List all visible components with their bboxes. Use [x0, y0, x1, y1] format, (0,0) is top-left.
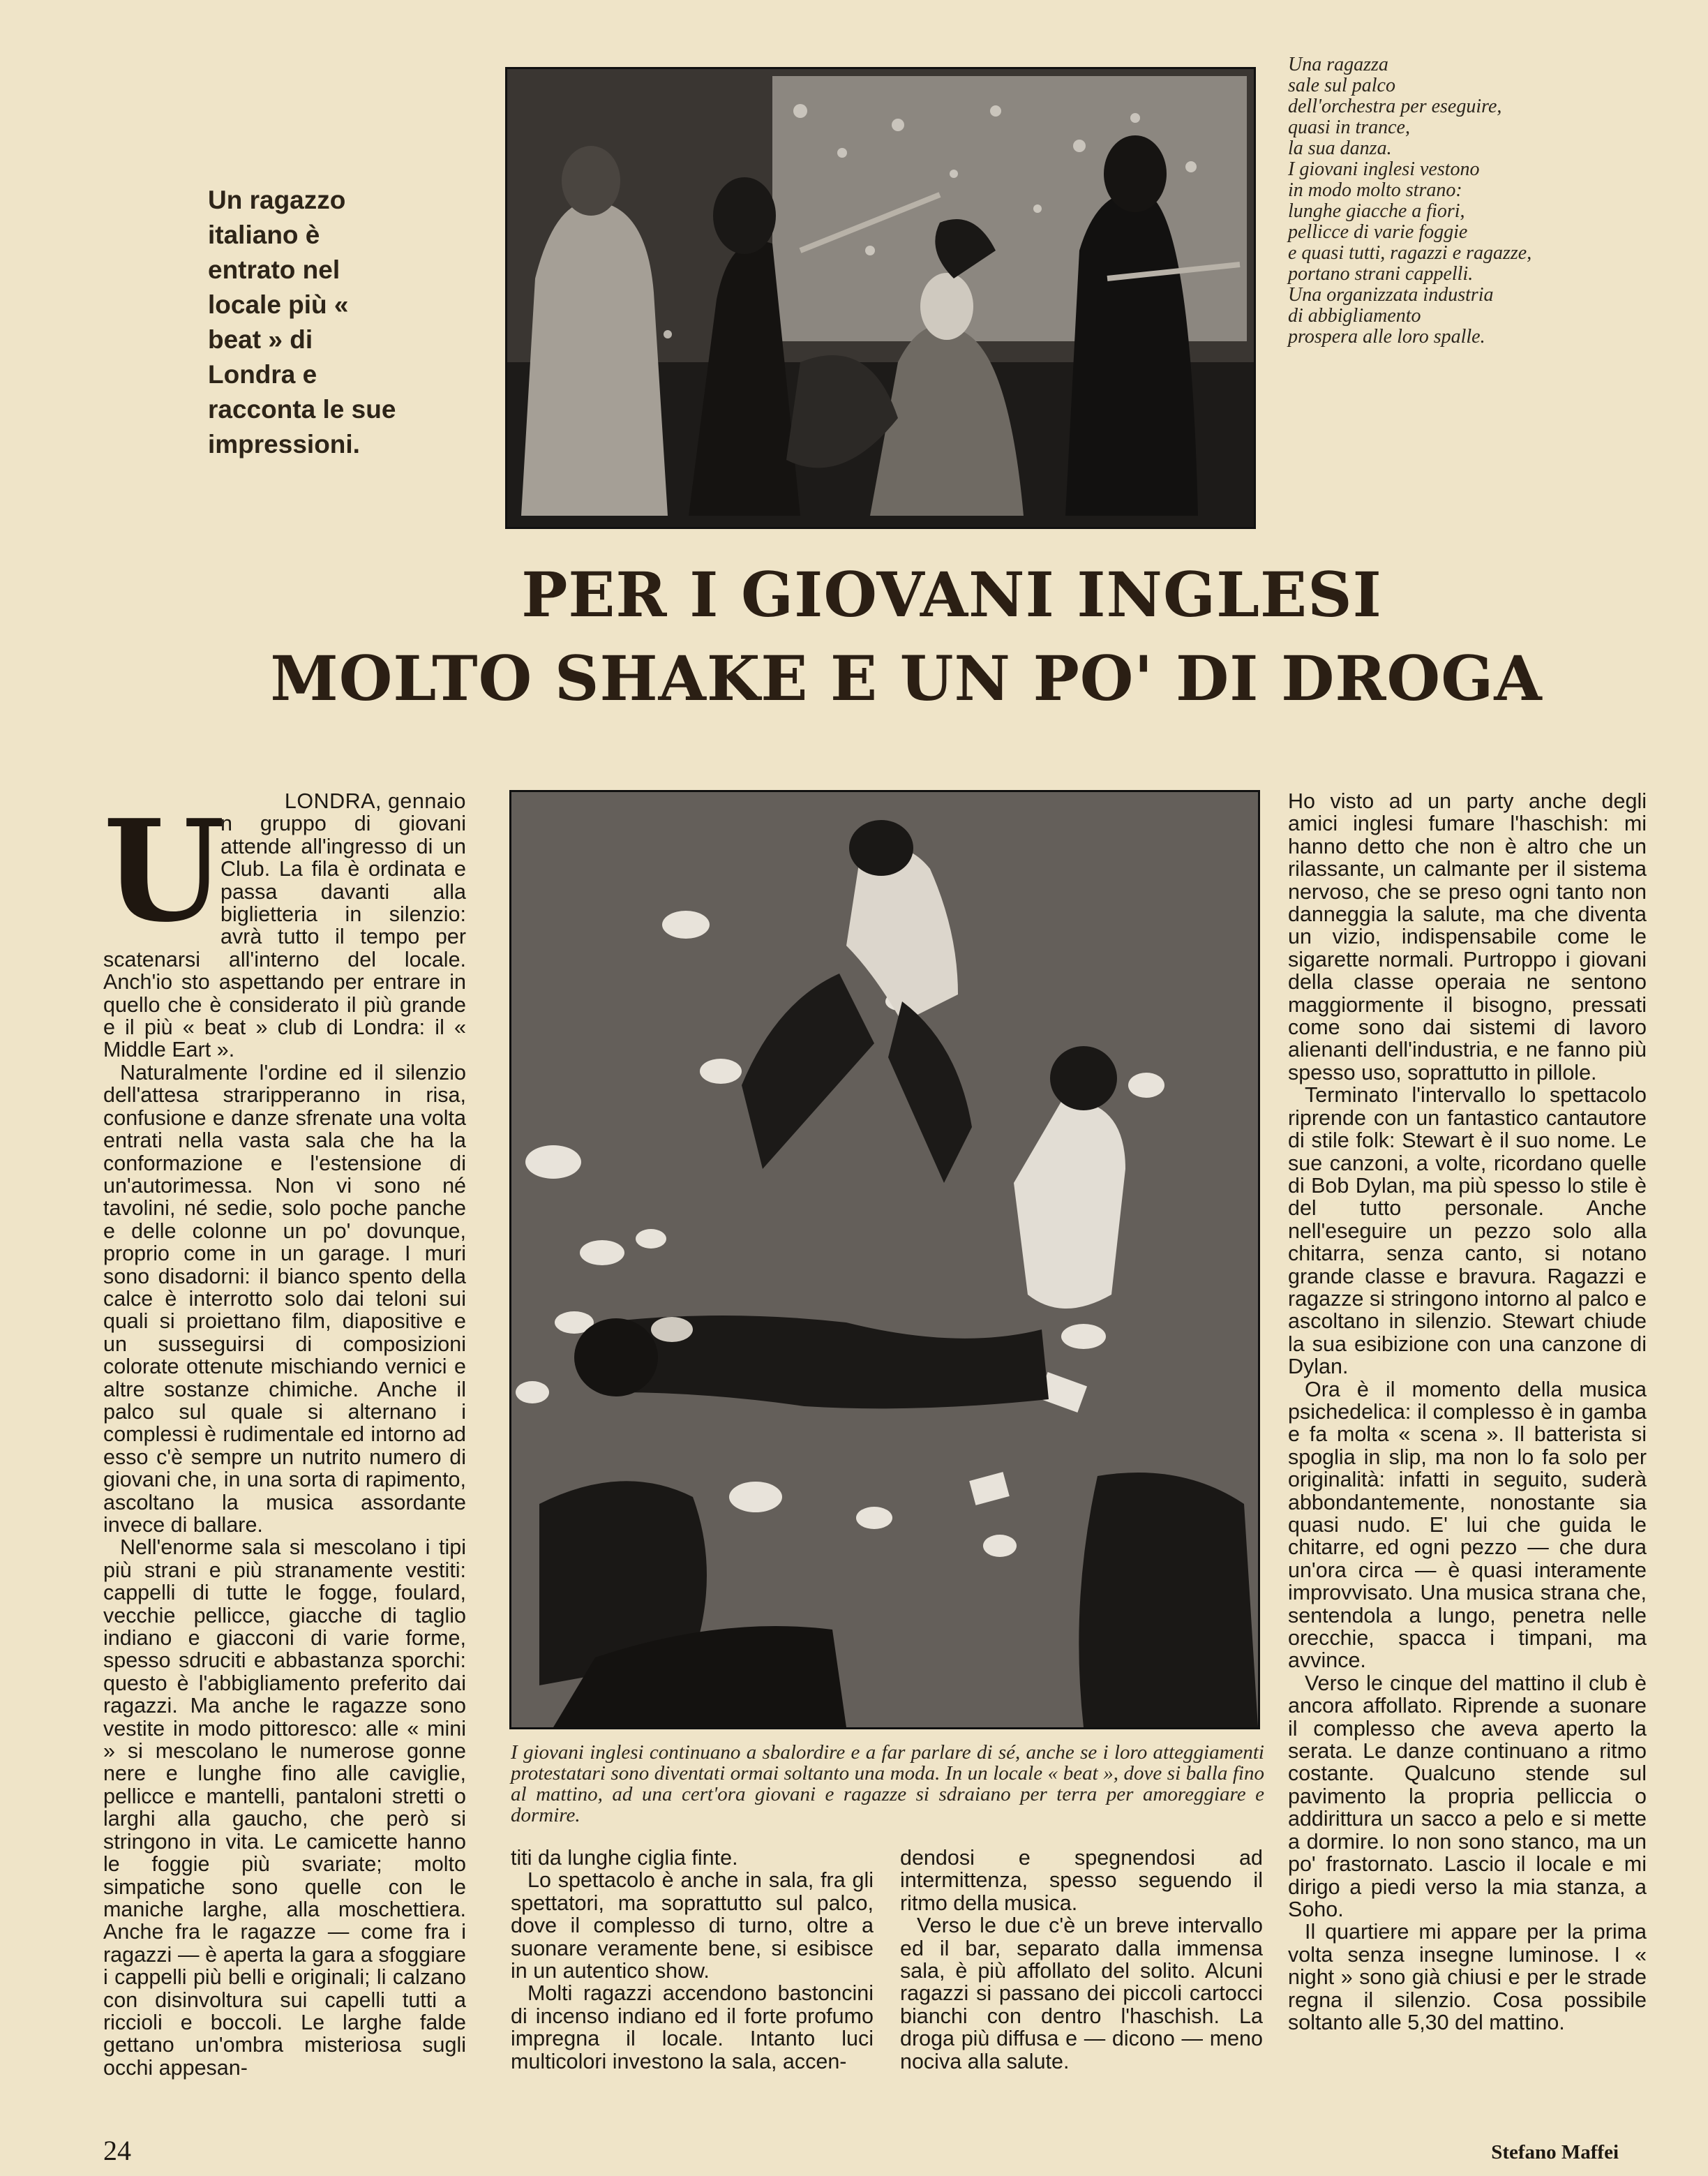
photo-band-on-stage [505, 67, 1256, 529]
article-column-3 [900, 1847, 1263, 2073]
paragraph: titi da lunghe ciglia finte. [511, 1846, 738, 1870]
band-photo-illustration [507, 69, 1254, 527]
headline-line-2: MOLTO SHAKE E UN PO' DI DROGA [270, 642, 1543, 715]
photo-caption-top: Una ragazza sale sul palco dell'orchestra per eseguire, quasi in trance, la sua danza. I giovani inglesi vestono in modo molto strano: lunghe giacche a fiori, pellicce di varie foggie e quasi tutti, ragazzi e ragazze, portano strani cappelli. Una organizzata industria di abbigliamento prospera alle loro spalle. [1288, 54, 1532, 348]
paragraph: Ora è il momento della musica psichedelica: il complesso è in gamba e fa molta « scena ». Il batterista si spoglia in slip, ma non lo fa solo per originalità: infatti in seguito, suderà abbondantemente, nonostante sia quasi nudo. E' lui che guida le chitarre, ed ogni pezzo — che dura un'ora circa — è quasi interamente improvvisato. Una musica strana che, sentendola a lungo, penetra nelle orecchie, spacca i timpani, ma avvince. [1288, 1377, 1647, 1673]
headline-line-1: PER I GIOVANI INGLESI [521, 558, 1382, 631]
article-column-2 [511, 1847, 874, 2073]
dateline: LONDRA, gennaio [284, 789, 466, 813]
paragraph: Molti ragazzi accendono bastoncini di incenso indiano ed il forte profumo impregna il locale. Intanto luci multicolori investono la sala, accen- [511, 1981, 874, 2073]
paragraph: Il quartiere mi appare per la prima volta senza insegne luminose. I « night » sono già chiusi e per le strade regna il silenzio. Cosa possibile soltanto alle 5,30 del mattino. [1288, 1920, 1647, 2034]
paragraph: Naturalmente l'ordine ed il silenzio dell'attesa straripperanno in risa, confusione e danze sfrenate una volta entrati nella vasta sala che ha la conformazione e l'estensione di un'autorimessa. Non vi sono né tavolini, né sedie, solo poche panche e delle colonne un po' dovunque, proprio come in un garage. I muri sono disadorni: il bianco spento della calce è interrotto solo dai teloni sui quali si proiettano film, diapositive e un susseguirsi di composizioni colorate ottenute mischiando vernici e altre sostanze chimiche. Anche il palco sul quale si alternano i complessi è rudimentale ed intorno ad esso c'è sempre un nutrito numero di giovani che, in una sorta di rapimento, ascoltano la musica assordante invece di ballare. [103, 1060, 466, 1537]
paragraph: Verso le cinque del mattino il club è ancora affollato. Riprende a suonare il complesso che aveva aperto la serata. Le danze continuano a ritmo costante. Qualcuno stende sul pavimento la propria pelliccia o addirittura un sacco a pelo e si mette a dormire. Io non sono stanco, ma un po' frastornato. Lascio il locale e mi dirigo a piedi verso la mia stanza, a Soho. [1288, 1671, 1647, 1921]
paragraph: Terminato l'intervallo lo spettacolo riprende con un fantastico cantautore di stile folk: Stewart è il suo nome. Le sue canzoni, a volte, ricordano quelle di Bob Dylan, ma più spesso lo stile è del tutto personale. Anche nell'eseguire un pezzo solo alla chitarra, senza canto, si notano grande classe e bravura. Ragazzi e ragazze si stringono intorno al palco e ascoltano in silenzio. Stewart chiude la sua esibizione con una canzone di Dylan. [1288, 1083, 1647, 1379]
author-byline: Stefano Maffei [1491, 2141, 1619, 2163]
paragraph: Lo spettacolo è anche in sala, fra gli spettatori, ma soprattutto sul palco, dove il complesso di turno, oltre a suonare veramente bene, si esibisce in un autentico show. [511, 1868, 874, 1983]
paragraph: dendosi e spegnendosi ad intermittenza, spesso seguendo il ritmo della musica. [900, 1846, 1263, 1915]
article-column-1 [103, 790, 466, 2079]
paragraph: Nell'enorme sala si mescolano i tipi più strani e più stranamente vestiti: cappelli di tutte le fogge, foulard, vecchie pellicce, giacche di taglio indiano e giacconi di varie forme, spesso sdruciti e abbastanza sporchi: questo è l'abbigliamento preferito dai ragazzi. Ma anche le ragazze sono vestite in modo pittoresco: alle « mini » si mescolano le numerose gonne nere e lunghe fino alle caviglie, pellicce e mantelli, pantaloni stretti o larghi alla gaucho, che però si stringono in vita. Le camicette hanno le foggie più svariate; molto simpatiche sono quelle con le maniche larghe, alla moschettiera. Anche fra le ragazze — come fra i ragazzi — è aperta la gara a sfoggiare i cappelli più belli e originali; li calzano con disinvoltura sui capelli tutti a riccioli e boccoli. Le larghe falde gettano un'ombra misteriosa sugli occhi appesan- [103, 1535, 466, 2080]
article-column-4 [1288, 790, 1647, 2034]
drop-cap: U [103, 789, 225, 954]
paragraph: n gruppo di giovani attende all'ingresso di un Club. La fila è ordinata e passa davanti alla biglietteria in silenzio: avrà tutto il tempo per scatenarsi all'interno del locale. Anch'io sto aspettando per entrare in quello che è considerato il più grande e il più « beat » club di Londra: il « Middle Eart ». [103, 812, 466, 1062]
page-number: 24 [103, 2135, 131, 2166]
floor-photo-illustration [511, 792, 1258, 1727]
photo-youths-on-floor [509, 790, 1260, 1729]
photo-caption-middle: I giovani inglesi continuano a sbalordire e a far parlare di sé, anche se i loro atteggiamenti protestatari sono diventati ormai soltanto una moda. In un locale « beat », dove si balla fino al mattino, ad una cert'ora giovani e ragazze si sdraiano per terra per amoreggiare e dormire. [511, 1741, 1264, 1826]
paragraph: Verso le due c'è un breve intervallo ed il bar, separato dalla immensa sala, è più affollato del solito. Alcuni ragazzi si passano dei piccoli cartocci bianchi con dentro l'haschish. La droga più diffusa e — dicono — meno nociva alla salute. [900, 1914, 1263, 2073]
teaser-text: Un ragazzo italiano è entrato nel locale più « beat » di Londra e racconta le sue impressioni. [208, 186, 396, 459]
paragraph: Ho visto ad un party anche degli amici inglesi fumare l'haschish: mi hanno detto che non è altro che un rilassante, un calmante per il sistema nervoso, che se preso ogni tanto non danneggia la salute, ma che diventa un vizio, indispensabile come le sigarette normali. Purtroppo i giovani della classe operaia ne sentono maggiormente il bisogno, pressati come sono dai sistemi di lavoro alienanti dell'industria, e ne fanno più spesso uso, soprattutto in pillole. [1288, 789, 1647, 1085]
